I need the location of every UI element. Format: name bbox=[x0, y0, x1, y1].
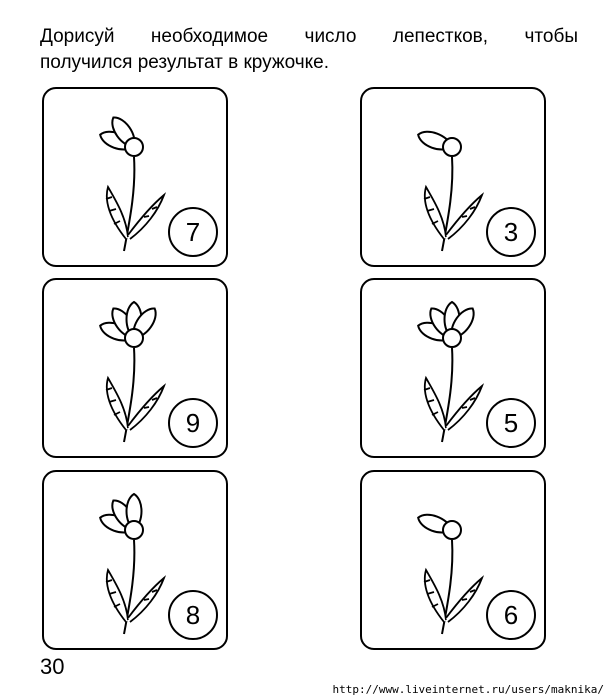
right-leaf bbox=[128, 386, 164, 430]
page-number: 30 bbox=[40, 654, 65, 679]
flower-card-1 bbox=[42, 87, 228, 267]
flower-center bbox=[125, 329, 143, 347]
flower-card-2 bbox=[360, 87, 546, 267]
flower-center bbox=[125, 521, 143, 539]
source-url: http://www.liveinternet.ru/users/maknika/ bbox=[332, 683, 604, 696]
flower-center bbox=[443, 138, 461, 156]
left-leaf bbox=[424, 570, 446, 622]
left-leaf bbox=[106, 378, 128, 430]
instruction-line-1: Дорисуй необходимое число лепестков, чтобы bbox=[40, 26, 578, 47]
target-number-circle: 5 bbox=[486, 398, 536, 448]
task-instruction bbox=[40, 24, 578, 76]
left-leaf bbox=[106, 187, 128, 239]
right-leaf bbox=[446, 578, 482, 622]
right-leaf bbox=[446, 386, 482, 430]
flower-center bbox=[125, 138, 143, 156]
target-number-circle: 8 bbox=[168, 590, 218, 640]
right-leaf bbox=[446, 195, 482, 239]
flower-center bbox=[443, 329, 461, 347]
flower-center bbox=[443, 521, 461, 539]
left-leaf bbox=[106, 570, 128, 622]
flower-card-4 bbox=[360, 278, 546, 458]
target-number-circle: 9 bbox=[168, 398, 218, 448]
flower-card-3 bbox=[42, 278, 228, 458]
target-number-circle: 3 bbox=[486, 207, 536, 257]
instruction-line-2: получился результат в кружочке. bbox=[40, 52, 329, 73]
left-leaf bbox=[424, 187, 446, 239]
target-number-circle: 7 bbox=[168, 207, 218, 257]
flower-card-6 bbox=[360, 470, 546, 650]
right-leaf bbox=[128, 195, 164, 239]
right-leaf bbox=[128, 578, 164, 622]
left-leaf bbox=[424, 378, 446, 430]
flower-card-5 bbox=[42, 470, 228, 650]
target-number-circle: 6 bbox=[486, 590, 536, 640]
